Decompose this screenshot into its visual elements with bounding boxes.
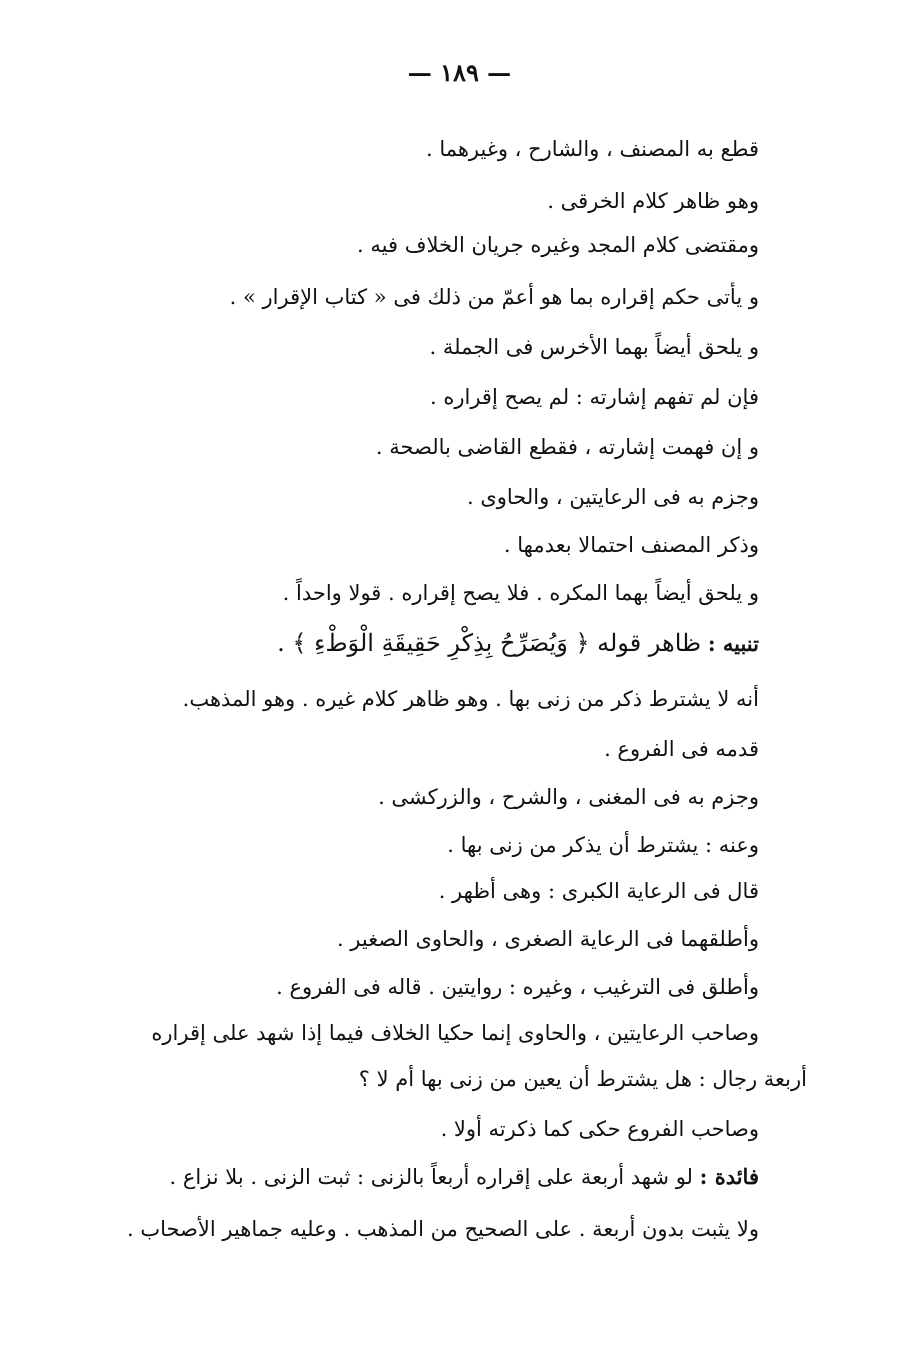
text-line [604, 734, 759, 764]
line-text: وأطلق فى الترغيب ، وغيره : روايتين . قاله فى الفروع . [276, 975, 759, 999]
line-text: وجزم به فى الرعايتين ، والحاوى . [466, 485, 759, 509]
text-line [441, 1114, 759, 1144]
note-heading: فائدة : [699, 1164, 759, 1189]
text-line [376, 432, 759, 462]
line-text: قال فى الرعاية الكبرى : وهى أظهر . [438, 879, 759, 903]
line-text: ومقتضى كلام المجد وغيره جريان الخلاف فيه . [357, 233, 759, 257]
line-text: فإن لم تفهم إشارته : لم يصح إقراره . [429, 385, 759, 409]
note-heading: تنبيه : [707, 631, 759, 656]
line-text: و يلحق أيضاً بهما المكره . فلا يصح إقراره . قولا واحداً . [282, 581, 759, 605]
text-line [359, 1064, 807, 1094]
text-line [430, 382, 759, 412]
text-line [357, 230, 759, 260]
line-text: و إن فهمت إشارته ، فقطع القاضى بالصحة . [375, 435, 759, 459]
line-text: وصاحب الرعايتين ، والحاوى إنما حكيا الخلاف فيما إذا شهد على إقراره [151, 1021, 759, 1045]
text-line-note [169, 1162, 759, 1192]
text-line [439, 876, 759, 906]
line-text: و يلحق أيضاً بهما الأخرس فى الجملة . [429, 335, 759, 359]
line-text: أربعة رجال : هل يشترط أن يعين من زنى بها أم لا ؟ [358, 1067, 807, 1091]
text-line [127, 1214, 759, 1244]
line-text: وأطلقهما فى الرعاية الصغرى ، والحاوى الصغير . [336, 927, 759, 951]
line-text: قدمه فى الفروع . [604, 737, 759, 761]
quoted-verse-line: ظاهر قوله ﴿ وَيُصَرِّحُ بِذِكْرِ حَقِيقَةِ الْوَطْءِ ﴾ . [277, 629, 702, 657]
text-line [283, 578, 759, 608]
line-text: وهو ظاهر كلام الخرقى . [547, 189, 759, 213]
line-text: وذكر المصنف احتمالا بعدمها . [503, 533, 759, 557]
line-text: لو شهد أربعة على إقراره أربعاً بالزنى : ثبت الزنى . بلا نزاع . [169, 1165, 693, 1189]
text-line [378, 782, 759, 812]
text-line [447, 830, 759, 860]
line-text: وجزم به فى المغنى ، والشرح ، والزركشى . [378, 785, 759, 809]
page-number: — ١٨٩ — [407, 58, 512, 87]
text-line [151, 1018, 759, 1048]
line-text: ولا يثبت بدون أربعة . على الصحيح من المذهب . وعليه جماهير الأصحاب . [126, 1217, 759, 1241]
line-text: قطع به المصنف ، والشارح ، وغيرهما . [425, 137, 759, 161]
text-line [426, 134, 759, 164]
text-line [230, 282, 759, 312]
line-text: وعنه : يشترط أن يذكر من زنى بها . [447, 833, 759, 857]
text-line [183, 684, 759, 714]
text-line [547, 186, 759, 216]
text-line [337, 924, 759, 954]
line-text: أنه لا يشترط ذكر من زنى بها . وهو ظاهر كلام غيره . وهو المذهب. [182, 687, 759, 711]
text-line-note [277, 628, 759, 658]
text-line [504, 530, 759, 560]
line-text: و يأتى حكم إقراره بما هو أعمّ من ذلك فى « كتاب الإقرار » . [229, 285, 759, 309]
text-line [467, 482, 759, 512]
text-line [430, 332, 759, 362]
line-text: وصاحب الفروع حكى كما ذكرته أولا . [440, 1117, 759, 1141]
text-line [276, 972, 759, 1002]
